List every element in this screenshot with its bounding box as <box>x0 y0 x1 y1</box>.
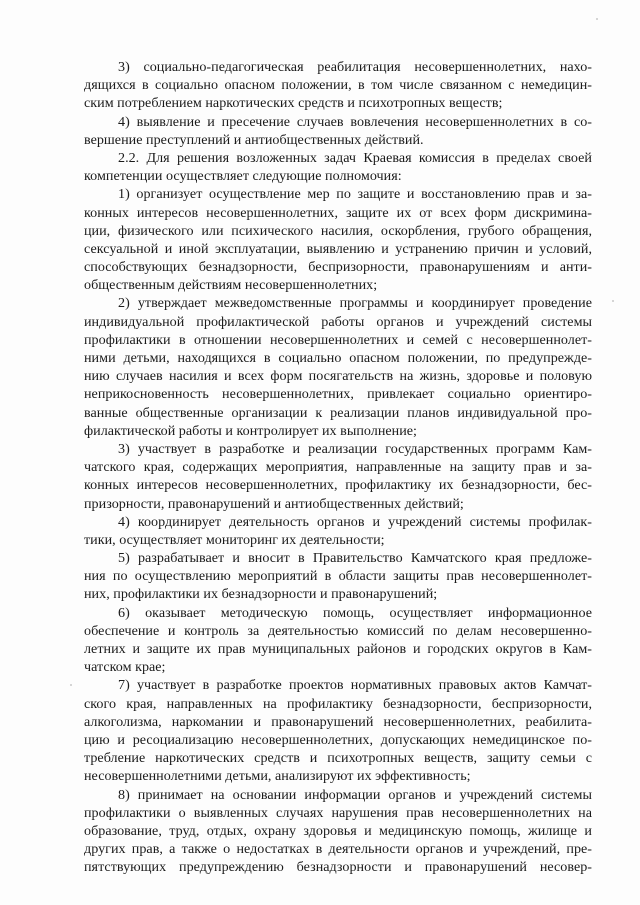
document-line: чатском крае; <box>84 659 166 676</box>
scan-speck <box>612 300 614 302</box>
document-line: 8) принимает на основании информации органов и учреждений системы <box>118 786 592 803</box>
document-line: 3) участвует в разработке и реализации государственных программ Кам- <box>118 440 592 457</box>
document-line: сексуальной и иной эксплуатации, выявлению и устранению причин и условий, <box>84 240 592 257</box>
document-line: ния по осуществлению мероприятий в области защиты прав несовершеннолет- <box>84 568 592 585</box>
document-line: алкоголизма, наркомании и правонарушений несовершеннолетних, реабилита- <box>84 713 592 730</box>
scan-speck <box>70 684 72 686</box>
document-line: индивидуальной профилактической работы органов и учреждений системы <box>84 313 592 330</box>
document-line: призорности, правонарушений и антиобщественных действий; <box>84 495 464 512</box>
document-line: чатского края, содержащих мероприятия, направленные на защиту прав и за- <box>84 459 592 476</box>
document-line: профилактики о выявленных случаях нарушения прав несовершеннолетних на <box>84 804 592 821</box>
document-line: тики, осуществляет мониторинг их деятельности; <box>84 531 385 548</box>
document-line: 3) социально-педагогическая реабилитация несовершеннолетних, нахо- <box>118 59 592 75</box>
document-line: 4) координирует деятельность органов и учреждений системы профилак- <box>118 513 592 530</box>
document-line: ского края, направленных на профилактику безнадзорности, беспризорности, <box>84 695 592 712</box>
document-line: обеспечение и контроль за деятельностью комиссий по делам несовершенно- <box>84 622 592 639</box>
document-line: дящихся в социально опасном положении, в том числе связанном с немедицин- <box>84 77 592 94</box>
document-line: конных интересов несовершеннолетних, защите их от всех форм дискримина- <box>84 204 592 221</box>
document-line: 4) выявление и пресечение случаев вовлечения несовершеннолетних в со- <box>118 113 592 130</box>
document-line: общественным действиям несовершеннолетних; <box>84 277 378 294</box>
document-line: пятствующих предупреждению безнадзорности и правонарушений несовер- <box>84 859 592 876</box>
document-line: неприкосновенность несовершеннолетних, привлекает социально ориентиро- <box>84 386 592 403</box>
document-line: компетенции осуществляет следующие полномочия: <box>84 168 402 185</box>
document-line: нию случаев насилия и всех форм посягательств на жизнь, здоровье и половую <box>84 368 592 385</box>
document-line: требление наркотических средств и психотропных веществ, защиту семьи с <box>84 750 592 767</box>
document-line: 6) оказывает методическую помощь, осуществляет информационное <box>118 604 592 621</box>
document-line: профилактики в отношении несовершеннолетних и семей с несовершеннолет- <box>84 331 592 348</box>
document-line: ции, физического или психического насилия, оскорбления, грубого обращения, <box>84 222 592 239</box>
document-line: филактической работы и контролирует их выполнение; <box>84 422 417 439</box>
document-line: 7) участвует в разработке проектов нормативных правовых актов Камчат- <box>118 677 592 694</box>
document-line: ским потреблением наркотических средств и психотропных веществ; <box>84 95 503 112</box>
document-line: 2) утверждает межведомственные программы и координирует проведение <box>118 295 592 312</box>
document-line: 2.2. Для решения возложенных задач Краевая комиссия в пределах своей <box>118 149 592 166</box>
document-line: конных интересов несовершеннолетних, профилактику их безнадзорности, бес- <box>84 477 592 494</box>
document-line: них, профилактики их безнадзорности и правонарушений; <box>84 586 438 603</box>
document-line: образование, труд, отдых, охрану здоровья и медицинскую помощь, жилище и <box>84 822 592 839</box>
document-line: несовершеннолетними детьми, анализируют их эффективность; <box>84 768 471 785</box>
document-line: способствующих безнадзорности, беспризорности, правонарушениям и анти- <box>84 259 592 276</box>
document-line: других прав, а также о недостатках в деятельности органов и учреждений, пре- <box>84 841 592 858</box>
document-line: вершение преступлений и антиобщественных действий. <box>84 131 424 148</box>
scan-speck <box>596 18 598 20</box>
document-line: 5) разрабатывает и вносит в Правительство Камчатского края предложе- <box>118 550 592 567</box>
document-line: летних и защите их прав муниципальных районов и городских округов в Кам- <box>84 641 592 657</box>
document-line: ванные общественные организации к реализации планов индивидуальной про- <box>84 404 592 421</box>
document-line: цию и ресоциализацию несовершеннолетних, допускающих немедицинское по- <box>84 731 592 748</box>
document-line: ними детьми, находящихся в социально опасном положении, по предупрежде- <box>84 350 592 366</box>
document-body <box>84 58 592 876</box>
document-line: 1) организует осуществление мер по защите и восстановлению прав и за- <box>118 186 592 203</box>
